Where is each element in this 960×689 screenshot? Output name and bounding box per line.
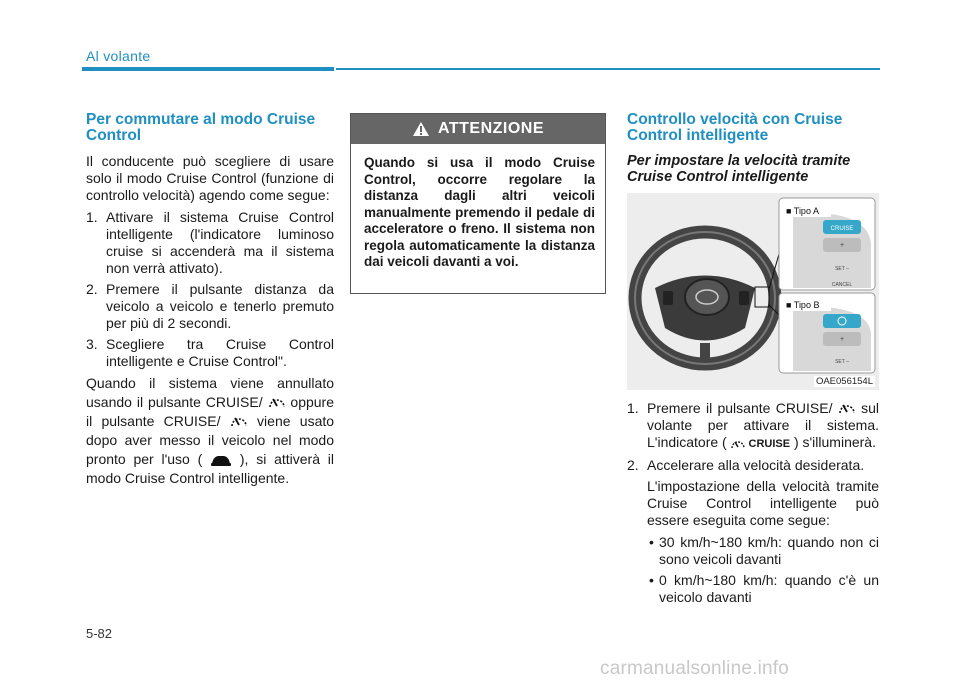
- paragraph-text: oppure il pulsante CRUISE/: [86, 394, 334, 429]
- step-text: Attivare il sistema Cruise Control intelligente (l'indicatore luminoso cruise si accenderà ma il sistema non verrà attivato).: [106, 209, 334, 276]
- list-item: [86, 281, 334, 332]
- steering-wheel-illustration: [627, 193, 879, 390]
- warning-header: [351, 114, 605, 144]
- right-heading: Controllo velocità con Cruise Control intelligente: [627, 111, 843, 144]
- step-number: 2.: [627, 457, 639, 473]
- step-text: [647, 400, 879, 453]
- set-button-label: SET –: [835, 266, 849, 272]
- page-number: 5-82: [86, 626, 113, 641]
- steering-wheel-figure: [627, 193, 879, 390]
- step-text: Scegliere tra Cruise Control intelligente e Cruise Control".: [106, 336, 334, 369]
- step-text-part: ) s'illuminerà.: [793, 434, 876, 450]
- left-heading: Per commutare al modo Cruise Control: [86, 111, 316, 144]
- warning-text: Quando si usa il modo Cruise Control, occorre regolare la distanza dagli altri veicoli manualmente premendo il pedale di acceleratore o freno. Il sistema non regola automaticamente la distanza dai veicoli davanti a voi.: [364, 155, 595, 269]
- cancel-button-label: CANCEL: [831, 282, 853, 288]
- right-steps: [627, 400, 879, 610]
- step-note: L'impostazione della velocità tramite Cruise Control intelligente può essere eseguita come segue:: [647, 478, 879, 528]
- left-column: [86, 112, 334, 493]
- header-rule-thin: [336, 68, 880, 70]
- figure-code: OAE056154L: [815, 376, 873, 387]
- cruise-indicator-icon: [731, 438, 745, 450]
- bullet-text: 30 km/h~180 km/h: quando non ci sono veicoli davanti: [659, 534, 879, 567]
- paragraph-text: Quando il sistema viene annullato usando il pulsante CRUISE/: [86, 375, 334, 410]
- step-text-part: sul volante per attivare il sistema. L'indicatore (: [647, 400, 879, 450]
- right-subheading: Per impostare la velocità tramite Cruise Control intelligente: [627, 153, 851, 185]
- vehicle-ready-icon: [210, 453, 232, 467]
- cruise-speedometer-icon: [268, 394, 286, 410]
- section-title: Al volante: [86, 48, 151, 64]
- type-b-label: ■ Tipo B: [786, 300, 820, 310]
- step-text: Accelerare alla velocità desiderata.: [647, 457, 865, 473]
- bullet-dot: •: [649, 534, 654, 550]
- header-rule-thick: [82, 67, 334, 71]
- paragraph-text: ), si attiverà il modo Cruise Control intelligente.: [86, 451, 334, 486]
- svg-text:+: +: [839, 336, 845, 343]
- right-column: [627, 112, 879, 195]
- cruise-speedometer-icon: [230, 413, 248, 429]
- warning-title: ATTENZIONE: [437, 120, 545, 137]
- step-number: 1.: [627, 400, 639, 416]
- warning-triangle-icon: [412, 121, 430, 137]
- list-item: [627, 457, 879, 474]
- left-cancel-paragraph: [86, 374, 334, 488]
- svg-text:SET –: SET –: [835, 359, 849, 365]
- bullet-text: 0 km/h~180 km/h: quando c'è un veicolo davanti: [659, 572, 879, 605]
- step-number: 2.: [86, 281, 98, 297]
- list-item: [627, 534, 879, 568]
- type-a-label: ■ Tipo A: [786, 206, 819, 216]
- step-number: 3.: [86, 336, 98, 352]
- watermark: carmanualsonline.info: [600, 658, 790, 679]
- left-intro: Il conducente può scegliere di usare solo il modo Cruise Control (funzione di controllo velocità) agendo come segue:: [86, 153, 334, 203]
- cruise-indicator-label: CRUISE: [748, 438, 791, 450]
- list-item: [86, 209, 334, 277]
- step-text-part: Premere il pulsante CRUISE/: [647, 400, 833, 416]
- bullet-dot: •: [649, 572, 654, 588]
- step-text: Premere il pulsante distanza da veicolo a veicolo e tenerlo premuto per più di 2 secondi.: [106, 281, 334, 331]
- list-item: [627, 572, 879, 606]
- paragraph-text: viene usato dopo aver messo il veicolo nel modo pronto per l'uso (: [86, 413, 335, 467]
- list-item: [627, 400, 879, 453]
- step-number: 1.: [86, 209, 98, 225]
- list-item: [86, 336, 334, 370]
- svg-text:+: +: [839, 242, 845, 249]
- cruise-speedometer-icon: [838, 400, 856, 416]
- cruise-button-label: CRUISE: [830, 226, 854, 232]
- warning-box: [350, 113, 606, 294]
